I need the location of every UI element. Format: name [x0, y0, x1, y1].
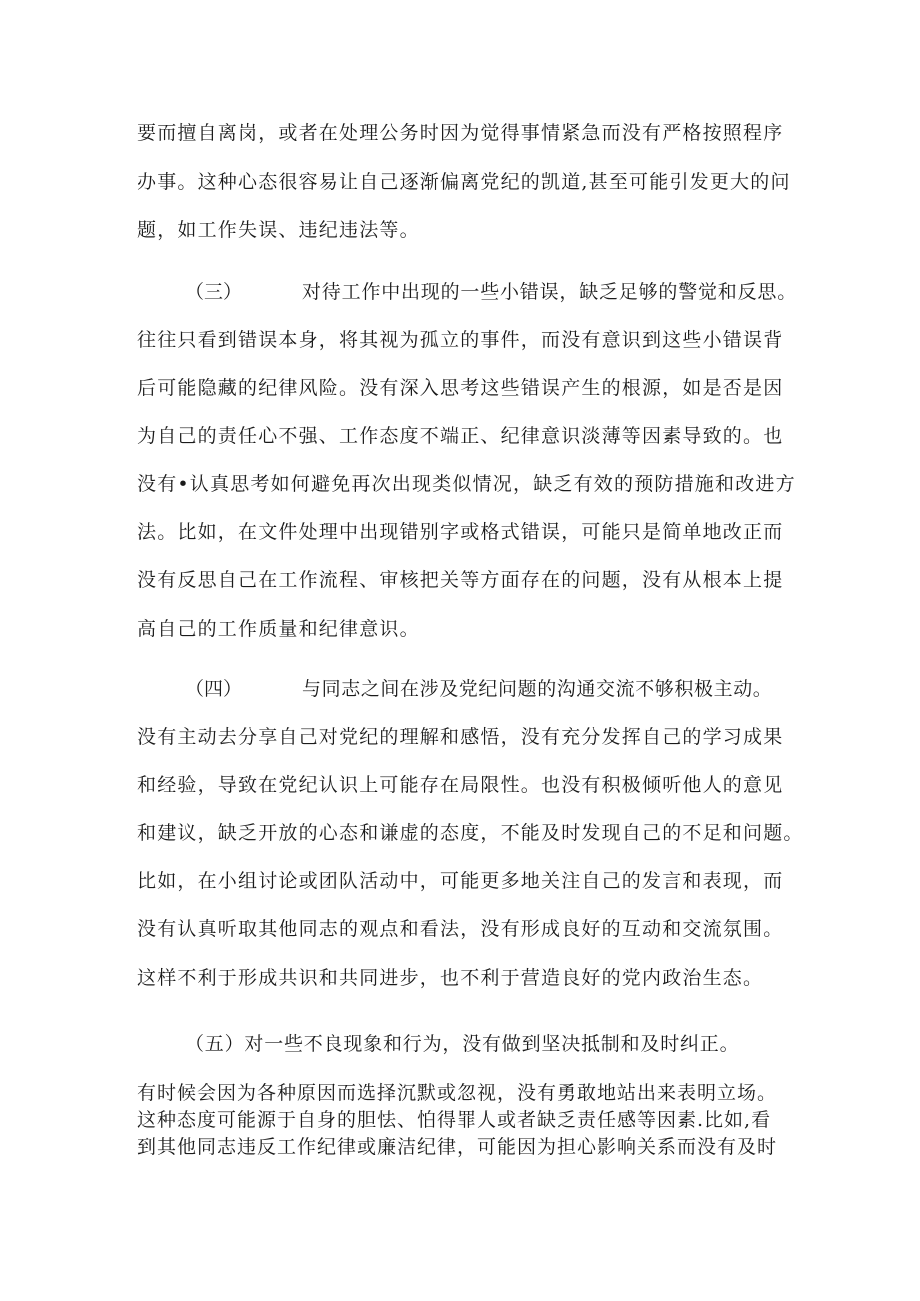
paragraph-line: 和经验，导致在党纪认识上可能存在局限性。也没有积极倾听他人的意见 — [137, 774, 784, 796]
section-four-heading: 与同志之间在涉及党纪问题的沟通交流不够积极主动。 — [302, 678, 773, 700]
paragraph-line: 没有认真听取其他同志的观点和看法，没有形成良好的互动和交流氛围。 — [137, 918, 784, 940]
paragraph-line: 到其他同志违反工作纪律或廉洁纪律，可能因为担心影响关系而没有及时 — [137, 1136, 778, 1158]
paragraph-line: 后可能隐藏的纪律风险。没有深入思考这些错误产生的根源，如是否是因 — [137, 377, 784, 399]
paragraph-line: 没有反思自己在工作流程、审核把关等方面存在的问题，没有从根本上提 — [137, 569, 784, 591]
paragraph-line: 有时候会因为各种原因而选择沉默或忽视，没有勇敢地站出来表明立场。 — [137, 1082, 778, 1104]
paragraph-line: 和建议，缺乏开放的心态和谦虚的态度，不能及时发现自己的不足和问题。 — [137, 822, 804, 844]
paragraph-line: 没有•认真思考如何避免再次出现类似情况，缺乏有效的预防措施和改进方 — [137, 473, 796, 495]
paragraph-line: 办事。这种心态很容易让自己逐渐偏离党纪的凯道,甚至可能引发更大的问 — [137, 171, 791, 193]
paragraph-line: 这种态度可能源于自身的胆怯、怕得罪人或者缺乏责任感等因素.比如,看 — [137, 1109, 772, 1131]
paragraph-line: 题，如工作失误、违纪违法等。 — [137, 219, 420, 241]
paragraph-line: 为自己的责任心不强、工作态度不端正、纪律意识淡薄等因素导致的。也 — [137, 425, 784, 447]
section-three-heading: 对待工作中出现的一些小错误，缺乏足够的警觉和反思。 — [302, 281, 798, 303]
paragraph-line: 往往只看到错误本身，将其视为孤立的事件，而没有意识到这些小错误背 — [137, 329, 784, 351]
section-four-label: （四） — [185, 678, 243, 700]
paragraph-line: 没有主动去分享自己对党纪的理解和感悟，没有充分发挥自己的学习成果 — [137, 726, 784, 748]
paragraph-line: 这样不利于形成共识和共同进步，也不利于营造良好的党内政治生态。 — [137, 967, 764, 989]
section-five-heading: （五）对一些不良现象和行为，没有做到坚决抵制和及时纠正。 — [185, 1033, 740, 1055]
paragraph-line: 比如，在小组讨论或团队活动中，可能更多地关注自己的发言和表现，而 — [137, 870, 784, 892]
paragraph-line: 法。比如，在文件处理中出现错别字或格式错误，可能只是简单地改正而 — [137, 521, 784, 543]
section-three-label: （三） — [185, 281, 243, 303]
paragraph-line: 高自己的工作质量和纪律意识。 — [137, 618, 420, 640]
paragraph-line: 要而擅自离岗，或者在处理公务时因为觉得事情紧急而没有严格按照程序 — [137, 122, 784, 144]
